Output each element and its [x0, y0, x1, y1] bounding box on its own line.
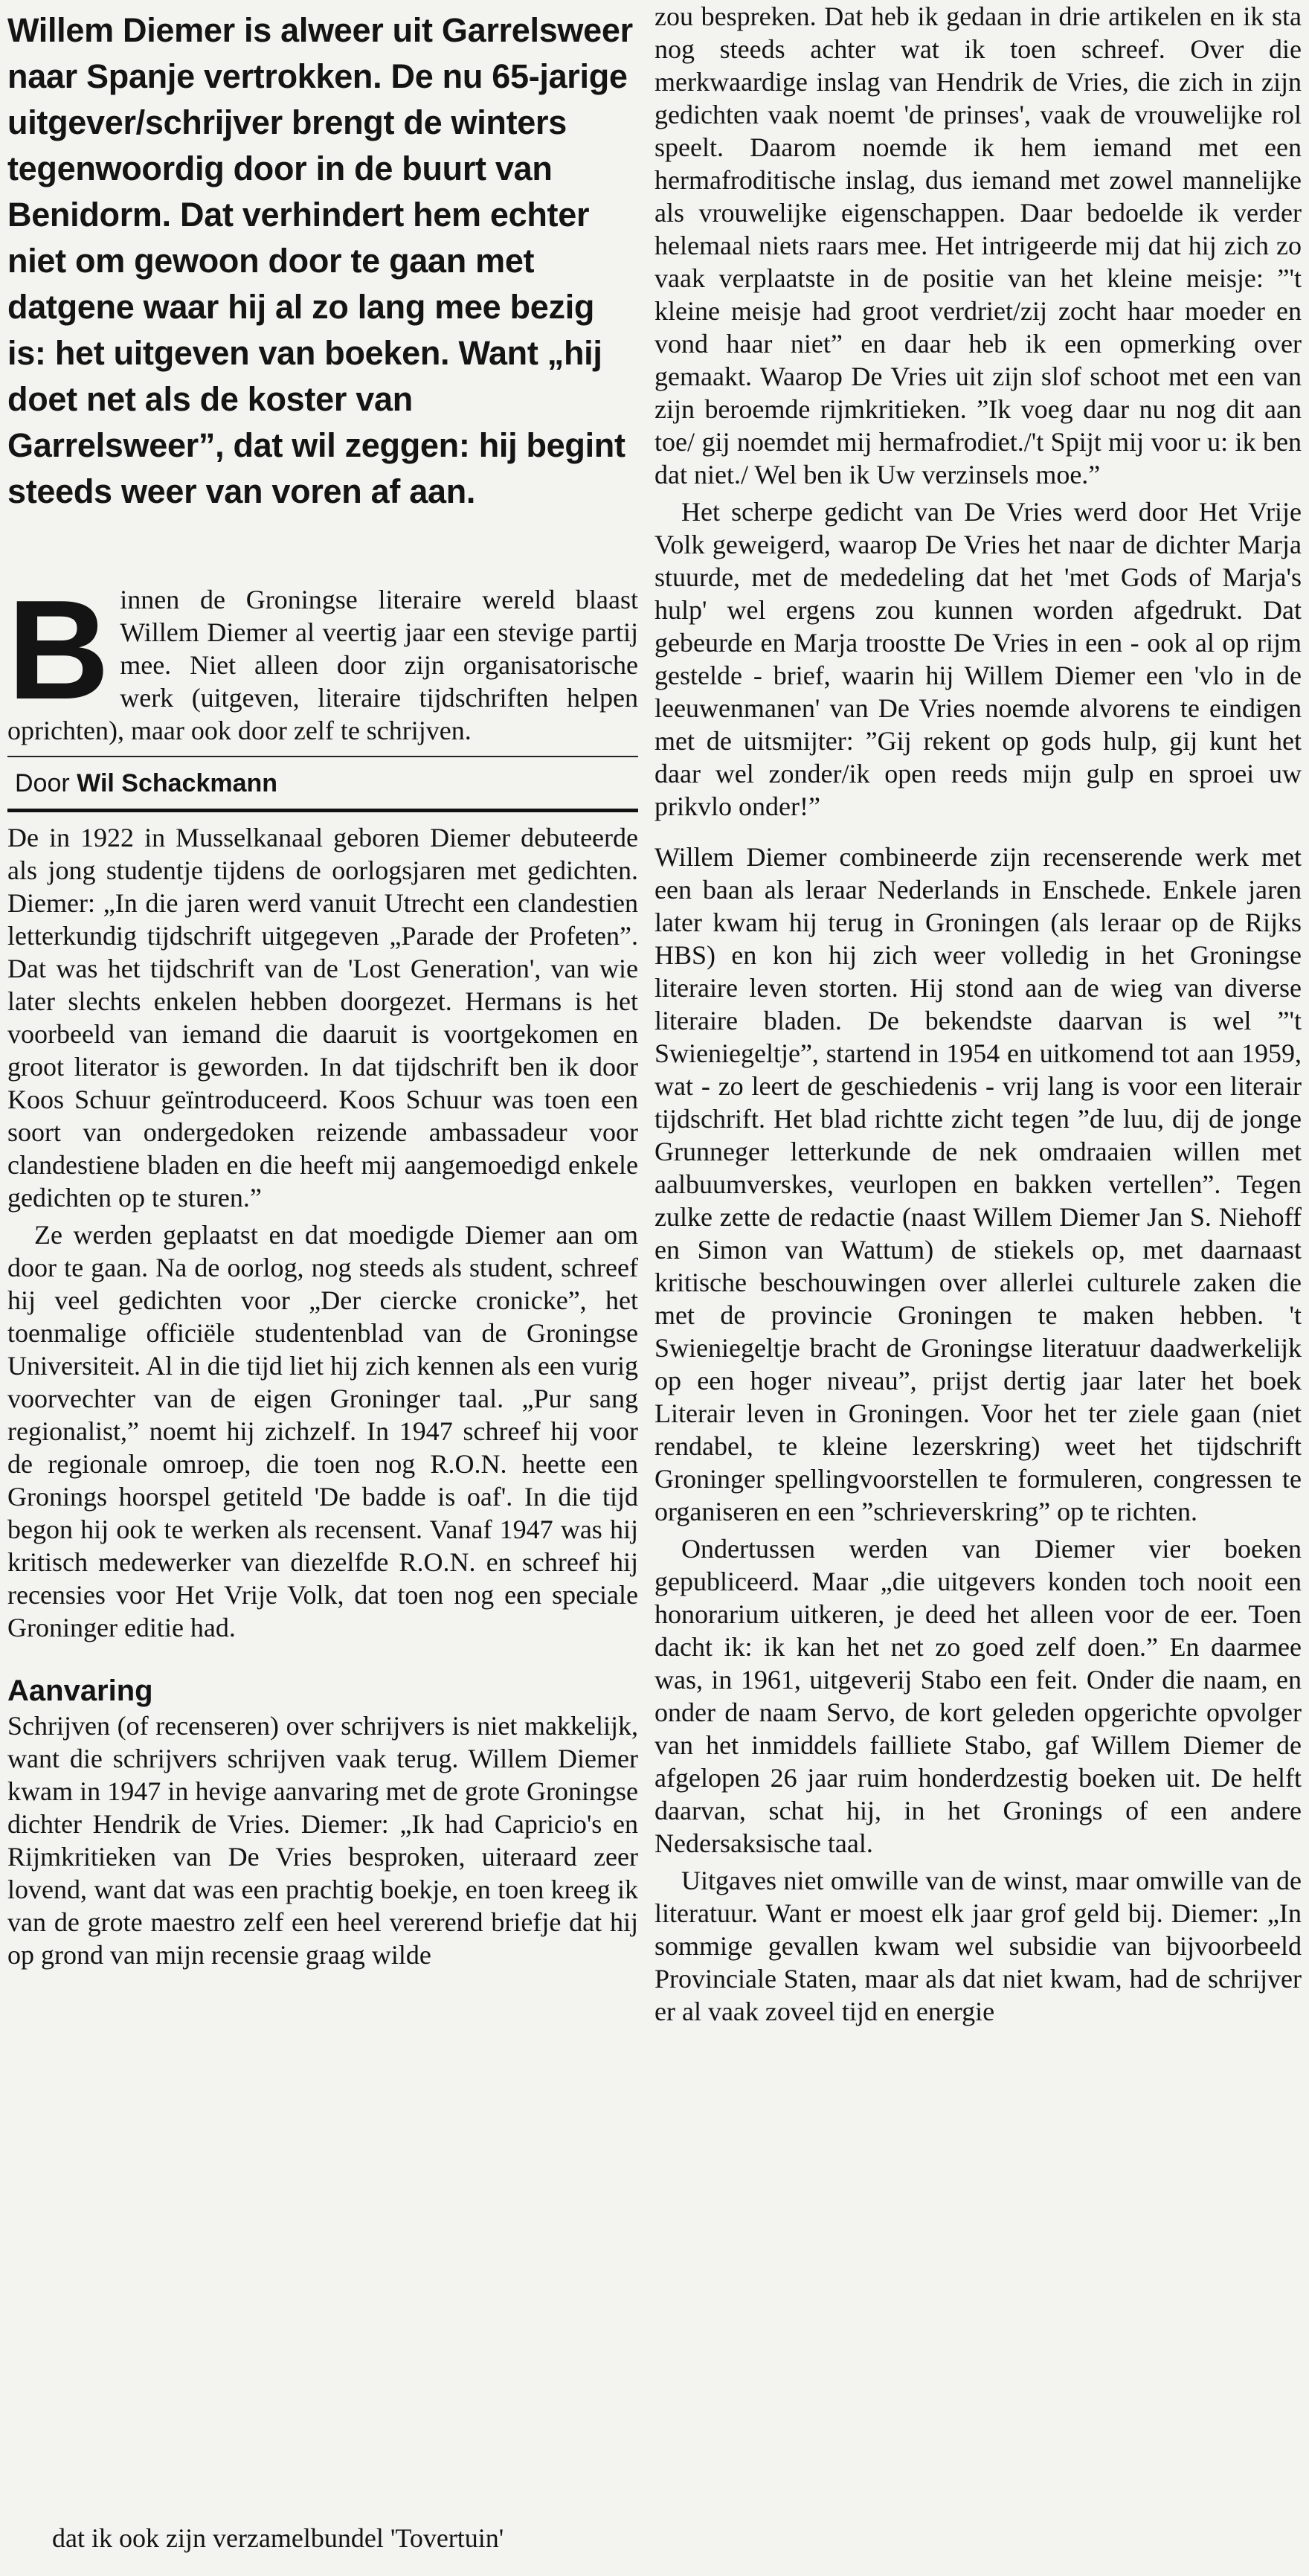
left-column — [7, 7, 638, 2566]
body-paragraph: Willem Diemer combineerde zijn recenserende werk met een baan als leraar Nederlands in Enschede. Enkele jaren later kwam hij terug in Groningen (als leraar op de Rijks HBS) en kon hij zich weer volledig in het Groningse literaire leven storten. Hij stond aan de wieg van diverse literaire bladen. De bekendste daarvan is wel ”'t Swieniegeltje”, startend in 1954 en uitkomend tot aan 1959, wat - zo leert de geschiedenis - vrij lang is voor een literair tijdschrift. Het blad richtte zicht tegen ”de luu, dij de jonge Grunneger letterkunde de nek omdraaien willen met aalbuumverskes, veurlopen en bakken vertellen”. Tegen zulke zette de redactie (naast Willem Diemer Jan S. Niehoff en Simon van Wattum) de stiekels op, met daarnaast kritische beschouwingen over allerlei culturele zaken die met de provincie Groningen te maken hebben. 't Swieniegeltje bracht de Groningse literatuur daadwerkelijk op een hoger niveau”, prijst dertig jaar later het boek Literair leven in Groningen. Voor het ter ziele gaan (niet rendabel, te kleine lezerskring) weet het tijdschrift Groninger spellingvoorstellen te formuleren, congressen te organiseren en een ”schrieverskring” op te richten. — [654, 842, 1302, 1526]
subheading: Aanvaring — [7, 1674, 153, 1707]
body-paragraph: zou bespreken. Dat heb ik gedaan in drie artikelen en ik sta nog steeds achter wat ik toen schreef. Over die merkwaardige inslag van Hendrik de Vries, die zich in zijn gedichten vaak noemt 'de prinses', vaak de vrouwelijke rol speelt. Daarom noemde ik hem iemand met een hermafroditische inslag, dus iemand met zowel mannelijke als vrouwelijke eigenschappen. Daar bedoelde ik verder helemaal niets raars mee. Het intrigeerde mij dat hij zich zo vaak verplaatste in de positie van het kleine meisje: ”'t kleine meisje had groot verdriet/zij zocht haar moeder en vond haar niet” en daar heb ik een opmerking over gemaakt. Waarop De Vries uit zijn slof schoot met een van zijn beroemde rijmkritieken. ”Ik voeg daar nu nog dit aan toe/ gij noemdet mij hermafrodiet./'t Spijt mij voor u: ik ben dat niet./ Wel ben ik Uw verzinsels moe.” — [654, 1, 1302, 489]
byline-prefix: Door — [15, 769, 70, 797]
body-paragraph: Ze werden geplaatst en dat moedigde Diemer aan om door te gaan. Na de oorlog, nog steeds als student, schreef hij veel gedichten voor „Der ciercke cronicke”, het toenmalige officiële studentenblad van de Groningse Universiteit. Al in die tijd liet hij zich kennen als een vurig voorvechter van de eigen Groninger taal. „Pur sang regionalist,” noemt hij zichzelf. In 1947 schreef hij voor de regionale omroep, die toen nog R.O.N. heette een Gronings hoorspel getiteld 'De badde is oaf'. In die tijd begon hij ook te werken als recensent. Vanaf 1947 was hij kritisch medewerker van diezelfde R.O.N. en schreef hij recensies voor Het Vrije Volk, dat toen nog een speciale Groninger editie had. — [7, 1220, 638, 1642]
body-paragraph: Schrijven (of recenseren) over schrijvers is niet makkelijk, want die schrijvers schrijven vaak terug. Willem Diemer kwam in 1947 in hevige aanvaring met de grote Groningse dichter Hendrik de Vries. Diemer: „Ik had Capricio's en Rijmkritieken van De Vries besproken, uiteraard zeer lovend, want dat was een prachtig boekje, en toen kreeg ik van de grote maestro zelf een heel vererend briefje dat hij op grond van mijn recensie graag wilde — [7, 1711, 638, 1970]
lead-paragraph — [7, 571, 638, 747]
body-paragraph: Uitgaves niet omwille van de winst, maar omwille van de literatuur. Want er moest elk jaar grof geld bij. Diemer: „In sommige gevallen kwam wel subsidie van bijvoorbeeld Provinciale Staten, maar als dat niet kwam, had de schrijver er al vaak zoveel tijd en energie — [654, 1866, 1302, 2026]
body-paragraph: De in 1922 in Musselkanaal geboren Diemer debuteerde als jong studentje tijdens de oorlogsjaren met gedichten. Diemer: „In die jaren werd vanuit Utrecht een clandestien letterkundig tijdschrift uitgegeven „Parade der Profeten”. Dat was het tijdschrift van de 'Lost Generation', van wie later slechts enkelen hebben doorgezet. Hermans is het voorbeeld van iemand die daaruit is voortgekomen en groot literator is geworden. In dat tijdschrift ben ik door Koos Schuur geïntroduceerd. Koos Schuur was toen een soort van ondergedoken reizende ambassadeur voor clandestiene bladen en die heeft mij aangemoedigd enkele gedichten op te sturen.” — [7, 823, 638, 1212]
right-column — [654, 0, 1302, 2574]
lead-text: innen de Groningse literaire wereld blaast Willem Diemer al veertig jaar een stevige partij mee. Niet alleen door zijn organisatorische werk (uitgeven, literaire tijdschriften helpen oprichten), maar ook door zelf te schrijven. — [7, 585, 638, 745]
body-paragraph: Het scherpe gedicht van De Vries werd door Het Vrije Volk geweigerd, waarop De Vries het naar de dichter Marja stuurde, met de mededeling dat het 'met Gods of Marja's hulp' wel ergens zou kunnen worden afgedrukt. Dat gebeurde en Marja troostte De Vries in een - ook al op rijm gestelde - brief, waarin hij Willem Diemer een 'vlo in de leeuwenmanen' van De Vries noemde alvorens te eindigen met de uitsmijter: ”Gij rekent op gods hulp, gij kunt het daar wel zonder/ik open reeds mijn gulp en sproei uw prikvlo onder!” — [654, 497, 1302, 821]
drop-cap: B — [7, 571, 110, 729]
body-paragraph: Ondertussen werden van Diemer vier boeken gepubliceerd. Maar „die uitgevers konden toch nooit een honorarium uitkeren, je deed het alleen voor de eer. Toen dacht ik: ik kan het net zo goed zelf doen.” En daarmee was, in 1961, uitgeverij Stabo een feit. Onder die naam, en onder de naam Servo, de kort geleden opgerichte opvolger van het inmiddels failliete Stabo, gaf Willem Diemer de afgelopen 26 jaar ruim honderdzestig boeken uit. De helft daarvan, schat hij, in het Gronings of een andere Nedersaksische taal. — [654, 1534, 1302, 1858]
intro-paragraph: Willem Diemer is alweer uit Garrelsweer naar Spanje vertrokken. De nu 65-jarige uitgever/schrijver brengt de winters tegenwoordig door in de buurt van Benidorm. Dat verhindert hem echter niet om gewoon door te gaan met datgene waar hij al zo lang mee bezig is: het uitgeven van boeken. Want „hij doet net als de koster van Garrelsweer”, dat wil zeggen: hij begint steeds weer van voren af aan. — [7, 11, 633, 510]
continuation-line: dat ik ook zijn verzamelbundel 'Tovertuin' — [52, 2523, 504, 2553]
byline — [7, 757, 638, 809]
byline-bottom-rule — [7, 809, 638, 812]
byline-author: Wil Schackmann — [77, 769, 278, 797]
